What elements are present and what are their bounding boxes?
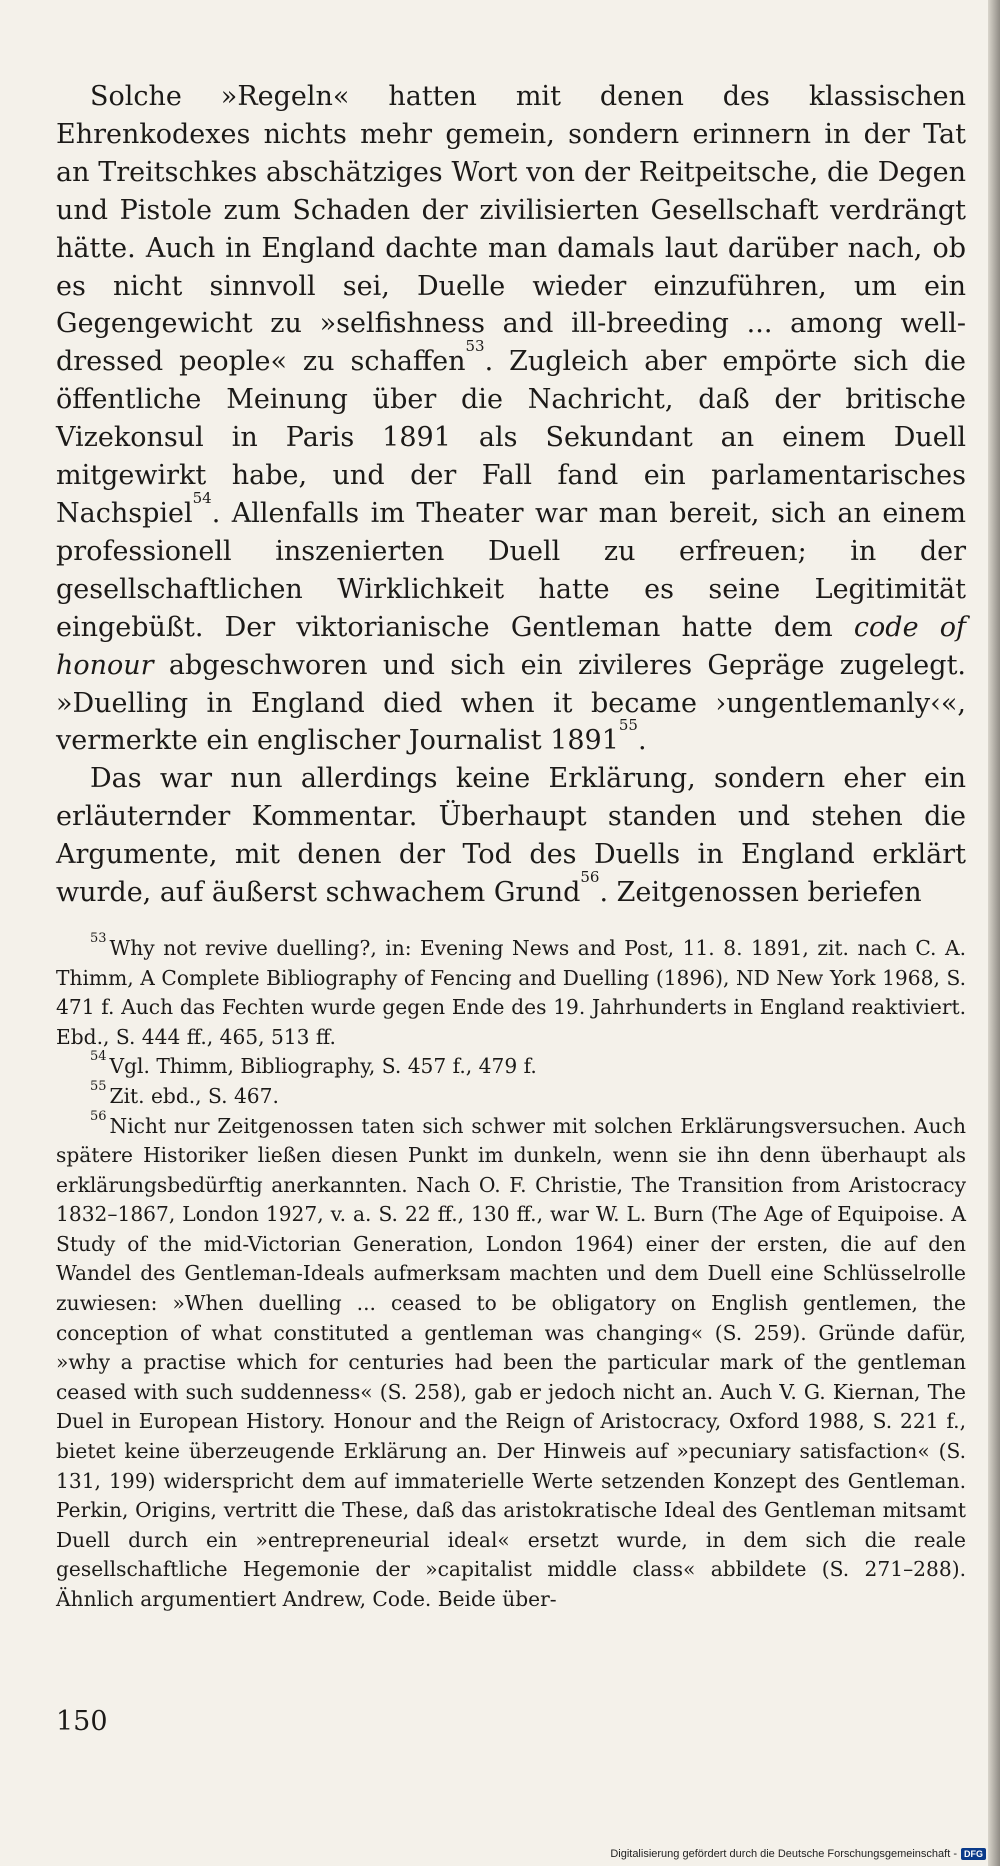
footnote — [56, 1078, 966, 1112]
page-number: 150 — [56, 1706, 108, 1737]
footnote-ref: 56 — [580, 868, 600, 887]
footnote-text: Why not revive duelling?, in: Evening News and Post, 11. 8. 1891, zit. nach C. A. Thimm, A Complete Bibliography of Fencing and Duelling (1896), ND New York 1968, S. 471 f. Auch das Fechten wurde gegen Ende des 19. Jahrhunderts in England reaktiviert. Ebd., S. 444 ff., 465, 513 ff. — [56, 935, 966, 1049]
text-run: abgeschworen und sich ein zivileres Gepräge zugelegt. »Duelling in England died when it became ›ungentlemanly‹«, vermerkte ein englischer Journalist 1891 — [56, 649, 966, 757]
footnotes — [56, 930, 966, 1615]
text-run: . Zugleich aber empörte sich die öffentliche Meinung über die Nachricht, daß der britische Vizekonsul in Paris 1891 als Sekundant an einem Duell mitgewirkt habe, und der Fall fand ein parlamentarisches Nachspiel — [56, 346, 966, 529]
footnote-text: Nicht nur Zeitgenossen taten sich schwer mit solchen Erklärungsversuchen. Auch spätere Historiker ließen diesen Punkt im dunkeln, wenn sie ihn denn überhaupt als erklärungsbedürftig anerkannten. Nach O. F. Christie, The Transition from Aristocracy 1832–1867, London 1927, v. a. S. 22 ff., 130 ff., war W. L. Burn (The Age of Equipoise. A Study of the mid-Victorian Generation, London 1964) einer der ersten, die auf den Wandel des Gentleman-Ideals aufmerksam machten und dem Duell eine Schlüsselrolle zuwiesen: »When duelling ... ceased to be obligatory on English gentlemen, the conception of what constituted a gentleman was changing« (S. 259). Gründe dafür, »why a practise which for centuries had been the particular mark of the gentleman ceased with such suddenness« (S. 258), gab er jedoch nicht an. Auch V. G. Kiernan, The Duel in European History. Honour and the Reign of Aristocracy, Oxford 1988, S. 221 f., bietet keine überzeugende Erklärung an. Der Hinweis auf »pecuniary satisfaction« (S. 131, 199) widerspricht dem auf immaterielle Werte setzenden Konzept des Gentleman. Perkin, Origins, vertritt die These, daß das aristokratische Ideal des Gentleman mitsamt Duell durch ein »entrepreneurial ideal« ersetzt wurde, in dem sich die reale gesellschaftliche Hegemonie der »capitalist middle class« abbildete (S. 271–288). Ähnlich argumentiert Andrew, Code. Beide über- — [56, 1113, 966, 1611]
footnote-text: Vgl. Thimm, Bibliography, S. 457 f., 479 f. — [109, 1054, 537, 1079]
footnote — [56, 930, 966, 1052]
footnote-ref: 54 — [192, 488, 212, 507]
text-run: . Allenfalls im Theater war man bereit, sich an einem professionell inszenierten Duell zu erfreuen; in der gesellschaftlichen Wirklichkeit hatte es seine Legitimität eingebüßt. Der viktorianische Gentleman hatte dem — [56, 497, 966, 643]
paragraph — [56, 760, 966, 912]
footnote-number: 56 — [90, 1108, 107, 1124]
credit-text: Digitalisierung gefördert durch die Deutsche Forschungsgemeinschaft - — [610, 1848, 957, 1860]
footnote-ref: 55 — [618, 716, 638, 735]
text-run: Solche »Regeln« hatten mit denen des klassischen Ehrenkodexes nichts mehr gemein, sondern erinnern in der Tat an Treitschkes abschätziges Wort von der Reitpeitsche, die Degen und Pistole zum Schaden der zivilisierten Gesellschaft verdrängt hätte. Auch in England dachte man damals laut darüber nach, ob es nicht sinnvoll sei, Duelle wieder einzuführen, um ein Gegengewicht zu »selfishness and ill-breeding ... among well-dressed people« zu schaffen — [56, 81, 966, 378]
footnote-text: Zit. ebd., S. 467. — [109, 1083, 279, 1108]
footnote — [56, 1108, 966, 1615]
footnote-number: 53 — [90, 930, 107, 946]
paragraph — [56, 78, 966, 760]
page-body — [56, 78, 966, 1615]
dfg-logo-icon: DFG — [961, 1848, 986, 1860]
footnote-number: 55 — [90, 1078, 107, 1094]
text-run: Das war nun allerdings keine Erklärung, sondern eher ein erläuternder Kommentar. Überhaupt standen und stehen die Argumente, mit denen der Tod des Duells in England erklärt wurde, auf äußerst schwachem Grund — [56, 763, 966, 909]
main-text — [56, 78, 966, 912]
footnote — [56, 1049, 966, 1082]
scan-edge — [988, 0, 1000, 1866]
footnote-ref: 53 — [465, 337, 485, 356]
footnote-number: 54 — [90, 1049, 107, 1065]
italic-phrase: code of honour — [56, 611, 966, 681]
digitization-credit — [610, 1848, 986, 1860]
text-run: . Zeitgenossen beriefen — [599, 877, 922, 909]
text-run: . — [637, 725, 647, 757]
